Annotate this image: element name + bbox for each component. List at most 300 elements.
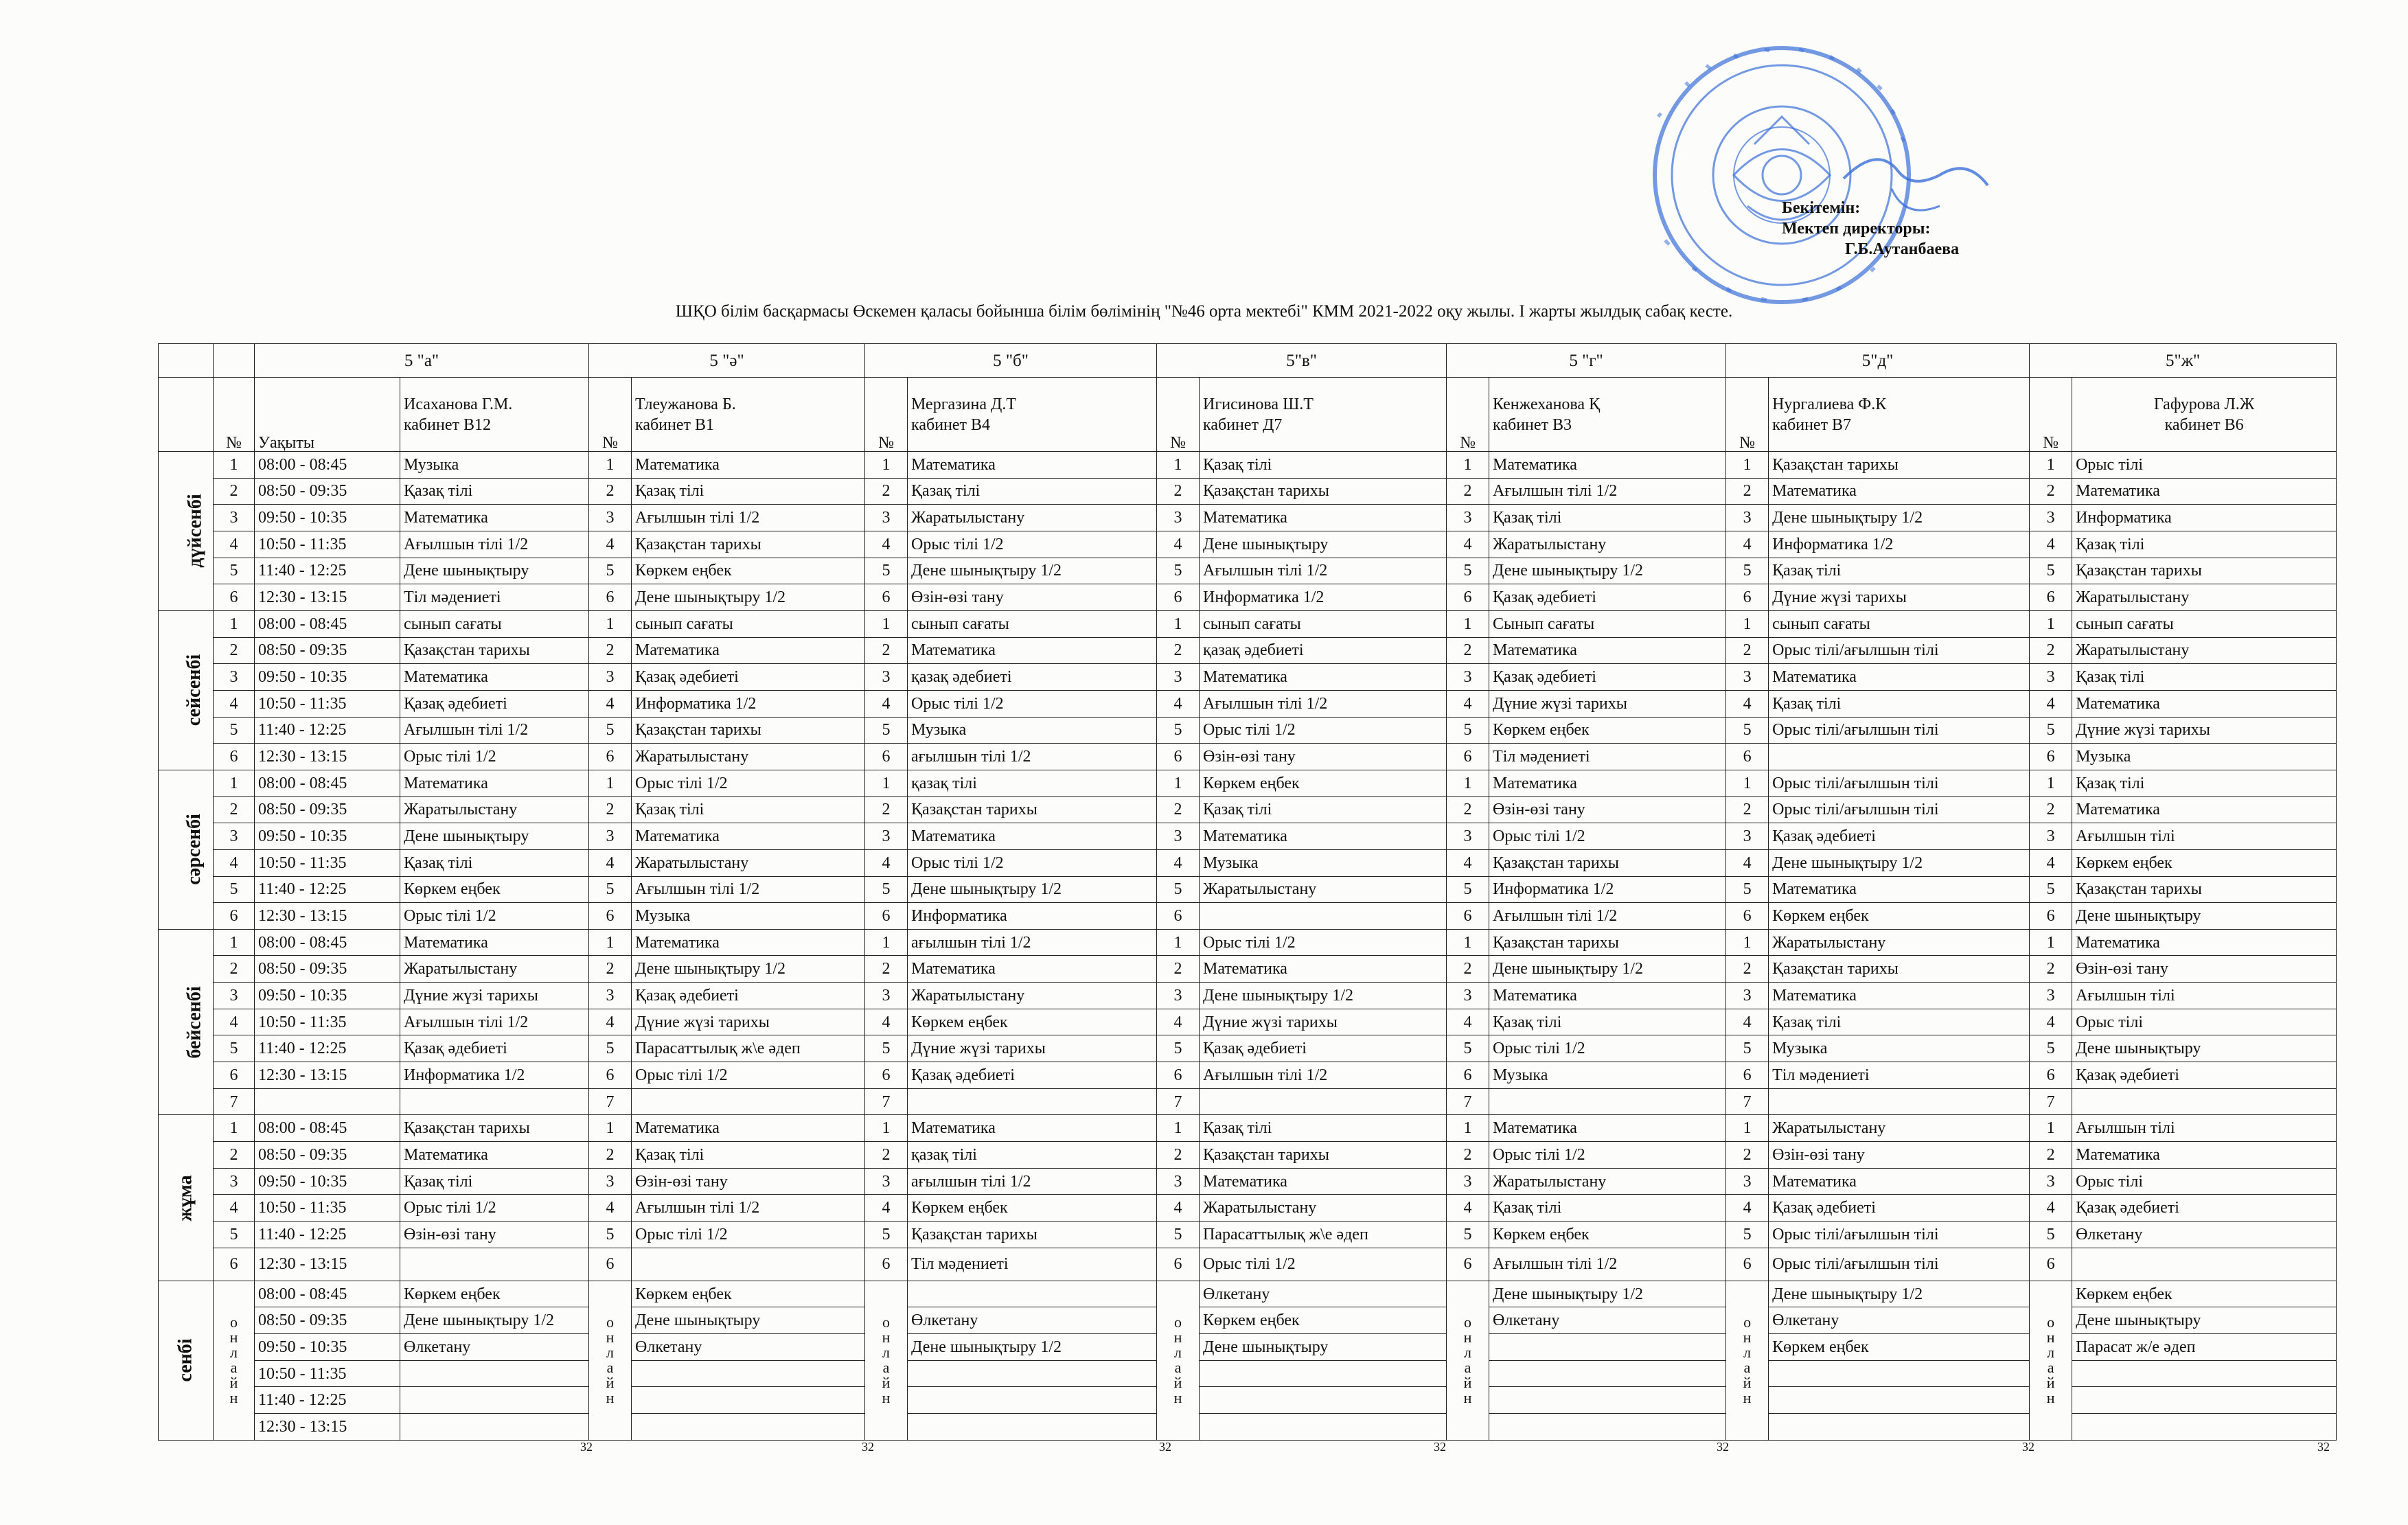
- day-name: дүйсенбі: [184, 494, 206, 569]
- table-row: [159, 1115, 2337, 1142]
- subject-cell: Қазақстан тарихы: [632, 531, 865, 558]
- lesson-number: 6: [1726, 584, 1769, 611]
- lesson-number: 2: [2030, 956, 2072, 983]
- subject-cell: Тіл мәдениеті: [1769, 1062, 2030, 1089]
- lesson-number: 4: [1447, 1009, 1489, 1035]
- online-letter: а: [1743, 1359, 1751, 1377]
- lesson-number: 7: [2030, 1088, 2072, 1115]
- subject-cell: Көркем еңбек: [400, 876, 589, 903]
- online-letter: й: [1173, 1374, 1182, 1392]
- lesson-number: 1: [865, 452, 908, 479]
- subject-cell: Дене шынықтыру 1/2: [1489, 956, 1726, 983]
- lesson-number: 5: [214, 558, 255, 584]
- subject-cell: [908, 1088, 1157, 1115]
- lesson-number: 5: [865, 876, 908, 903]
- approval-block: [1782, 198, 1959, 260]
- table-row: [159, 876, 2337, 903]
- online-letter: й: [606, 1374, 615, 1392]
- subject-cell: Парасаттылық ж\е әдеп: [632, 1035, 865, 1062]
- lesson-number: 5: [589, 1222, 632, 1248]
- lesson-number: 6: [2030, 584, 2072, 611]
- subject-cell: Қазақстан тарихы: [2072, 558, 2337, 584]
- lesson-number: 1: [589, 929, 632, 956]
- lesson-number: 4: [214, 1009, 255, 1035]
- subject-cell: Қазақ тілі: [1200, 452, 1447, 479]
- subject-cell: Математика: [1200, 505, 1447, 531]
- subject-cell: Тіл мәдениеті: [908, 1248, 1157, 1281]
- subject-cell: Жаратылыстану: [2072, 584, 2337, 611]
- lesson-number: 3: [589, 664, 632, 691]
- subject-cell: Қазақ тілі: [400, 1168, 589, 1195]
- lesson-number: 2: [865, 637, 908, 664]
- approval-line-2: Мектеп директоры:: [1782, 220, 1931, 238]
- subject-cell: Математика: [1489, 983, 1726, 1009]
- table-row: [159, 1062, 2337, 1089]
- approval-director-name: Г.Б.Аутанбаева: [1845, 240, 1960, 258]
- lesson-number: 1: [2030, 452, 2072, 479]
- subject-cell: Дене шынықтыру 1/2: [1769, 1281, 2030, 1307]
- lesson-number: 7: [1726, 1088, 1769, 1115]
- subject-cell: [1200, 1387, 1447, 1414]
- subject-cell: Ағылшын тілі 1/2: [1489, 1248, 1726, 1281]
- class-5zh: 5"ж": [2030, 344, 2337, 378]
- subject-cell: Жаратылыстану: [1769, 929, 2030, 956]
- lesson-number: 5: [1726, 1222, 1769, 1248]
- online-label: [589, 1281, 632, 1440]
- subject-cell: [2072, 1387, 2337, 1414]
- subject-cell: Дене шынықтыру 1/2: [1489, 1281, 1726, 1307]
- teacher-header-row: [159, 378, 2337, 452]
- lesson-time: 09:50 - 10:35: [255, 664, 400, 691]
- lesson-number: 4: [589, 1009, 632, 1035]
- subject-cell: Көркем еңбек: [2072, 1281, 2337, 1307]
- lesson-number: 2: [1157, 637, 1200, 664]
- table-row: [159, 1281, 2337, 1307]
- num-header: №: [1447, 378, 1489, 452]
- lesson-time: 12:30 - 13:15: [255, 1414, 400, 1441]
- teacher-name: Кенжеханова Қ: [1493, 395, 1601, 413]
- cabinet-label: кабинет В4: [911, 415, 991, 434]
- subject-cell: Қазақ әдебиеті: [2072, 1062, 2337, 1089]
- lesson-number: 3: [2030, 823, 2072, 850]
- online-letter: н: [606, 1329, 615, 1346]
- subject-cell: Дүние жүзі тарихы: [400, 983, 589, 1009]
- lesson-number: 6: [865, 584, 908, 611]
- subject-cell: Өлкетану: [400, 1334, 589, 1361]
- online-letter: н: [229, 1389, 238, 1407]
- subject-cell: сынып сағаты: [632, 610, 865, 637]
- subject-cell: Жаратылыстану: [1200, 876, 1447, 903]
- day-label: [159, 452, 214, 611]
- lesson-number: 6: [1726, 744, 1769, 770]
- lesson-number: 3: [589, 505, 632, 531]
- lesson-number: 5: [1726, 1035, 1769, 1062]
- lesson-number: 4: [1157, 690, 1200, 717]
- lesson-number: 2: [589, 1142, 632, 1169]
- table-row: [159, 505, 2337, 531]
- online-label: [865, 1281, 908, 1440]
- teacher-header: [400, 378, 589, 452]
- lesson-number: 3: [2030, 1168, 2072, 1195]
- cabinet-label: кабинет В12: [404, 415, 491, 434]
- online-letter: о: [1743, 1314, 1752, 1331]
- subject-cell: Қазақ тілі: [1769, 1009, 2030, 1035]
- lesson-number: 6: [1157, 1062, 1200, 1089]
- table-row: [159, 1222, 2337, 1248]
- subject-cell: Математика: [908, 1115, 1157, 1142]
- table-row: [159, 478, 2337, 505]
- subject-cell: ағылшын тілі 1/2: [908, 929, 1157, 956]
- table-row: [159, 584, 2337, 611]
- lesson-number: 3: [1157, 823, 1200, 850]
- subject-cell: Орыс тілі 1/2: [908, 690, 1157, 717]
- lesson-number: 6: [1726, 903, 1769, 930]
- lesson-number: 4: [1447, 849, 1489, 876]
- subject-cell: ағылшын тілі 1/2: [908, 1168, 1157, 1195]
- lesson-number: 6: [214, 1062, 255, 1089]
- online-letter: а: [2047, 1359, 2054, 1377]
- lesson-number: 4: [214, 531, 255, 558]
- subject-cell: Қазақ тілі: [400, 478, 589, 505]
- lesson-number: 4: [1726, 849, 1769, 876]
- subject-cell: Қазақ әдебиеті: [400, 1035, 589, 1062]
- online-letter: й: [2046, 1374, 2055, 1392]
- teacher-header: [1769, 378, 2030, 452]
- table-row: [159, 531, 2337, 558]
- lesson-number: 5: [589, 876, 632, 903]
- lesson-number: 6: [214, 1248, 255, 1281]
- lesson-number: 4: [1157, 531, 1200, 558]
- subject-cell: сынып сағаты: [1769, 610, 2030, 637]
- day-name: жұма: [174, 1174, 196, 1222]
- subject-cell: Музыка: [2072, 744, 2337, 770]
- table-row: [159, 452, 2337, 479]
- subject-cell: Математика: [632, 637, 865, 664]
- lesson-time: 08:00 - 08:45: [255, 929, 400, 956]
- lesson-number: 1: [589, 1115, 632, 1142]
- table-row: [159, 637, 2337, 664]
- class-5ae: 5 "ә": [589, 344, 865, 378]
- subject-cell: [908, 1387, 1157, 1414]
- table-row: [159, 1088, 2337, 1115]
- lesson-time: 08:00 - 08:45: [255, 1115, 400, 1142]
- subject-cell: Орыс тілі 1/2: [1200, 717, 1447, 744]
- subject-cell: Қазақ әдебиеті: [632, 664, 865, 691]
- subject-cell: Ағылшын тілі 1/2: [1200, 558, 1447, 584]
- subject-cell: [1489, 1088, 1726, 1115]
- cabinet-label: кабинет В1: [635, 415, 715, 434]
- lesson-number: 6: [2030, 744, 2072, 770]
- num-header: №: [865, 378, 908, 452]
- subject-cell: [632, 1387, 865, 1414]
- lesson-number: 1: [1447, 610, 1489, 637]
- subject-cell: Информатика 1/2: [1200, 584, 1447, 611]
- subject-cell: Дүние жүзі тарихы: [1200, 1009, 1447, 1035]
- subject-cell: Ағылшын тілі: [2072, 823, 2337, 850]
- teacher-header: [2072, 378, 2337, 452]
- subject-cell: Математика: [2072, 796, 2337, 823]
- table-row: [159, 610, 2337, 637]
- approval-line-1: Бекітемін:: [1782, 199, 1861, 217]
- lesson-number: 3: [1447, 823, 1489, 850]
- subject-cell: Ағылшын тілі 1/2: [1200, 1062, 1447, 1089]
- lesson-number: 3: [2030, 664, 2072, 691]
- online-letter: н: [882, 1329, 891, 1346]
- subject-cell: Математика: [1489, 1115, 1726, 1142]
- subject-cell: Жаратылыстану: [1489, 531, 1726, 558]
- lesson-number: 4: [589, 690, 632, 717]
- subject-cell: Информатика: [908, 903, 1157, 930]
- table-row: [159, 1168, 2337, 1195]
- subject-cell: Жаратылыстану: [1489, 1168, 1726, 1195]
- subject-cell: Ағылшын тілі 1/2: [632, 1195, 865, 1222]
- day-name: сенбі: [174, 1338, 196, 1382]
- lesson-number: 5: [1157, 1035, 1200, 1062]
- subject-cell: Өзін-өзі тану: [1200, 744, 1447, 770]
- subject-cell: Қазақ тілі: [2072, 770, 2337, 796]
- day-label: [159, 770, 214, 929]
- subject-cell: Дене шынықтыру 1/2: [908, 1334, 1157, 1361]
- footer-page-number: 32: [580, 1440, 593, 1454]
- online-letter: н: [1463, 1329, 1472, 1346]
- subject-cell: Математика: [400, 664, 589, 691]
- subject-cell: [2072, 1088, 2337, 1115]
- lesson-number: 1: [1447, 770, 1489, 796]
- class-header-row: [159, 344, 2337, 378]
- footer-page-number: 32: [1717, 1440, 1729, 1454]
- lesson-number: 1: [1726, 929, 1769, 956]
- table-row: [159, 849, 2337, 876]
- lesson-time: 10:50 - 11:35: [255, 1195, 400, 1222]
- lesson-number: 3: [2030, 983, 2072, 1009]
- subject-cell: Информатика: [2072, 505, 2337, 531]
- num-header: №: [214, 378, 255, 452]
- lesson-number: 5: [2030, 876, 2072, 903]
- lesson-number: 3: [214, 983, 255, 1009]
- subject-cell: Дене шынықтыру: [400, 558, 589, 584]
- subject-cell: Қазақстан тарихы: [1769, 452, 2030, 479]
- lesson-number: 6: [2030, 903, 2072, 930]
- subject-cell: Музыка: [908, 717, 1157, 744]
- table-row: [159, 983, 2337, 1009]
- lesson-number: 3: [865, 505, 908, 531]
- lesson-number: 5: [2030, 1035, 2072, 1062]
- subject-cell: Өзін-өзі тану: [1769, 1142, 2030, 1169]
- lesson-number: 1: [1726, 452, 1769, 479]
- lesson-number: 4: [1447, 531, 1489, 558]
- lesson-time: 08:00 - 08:45: [255, 770, 400, 796]
- subject-cell: Қазақстан тарихы: [908, 796, 1157, 823]
- subject-cell: Математика: [2072, 478, 2337, 505]
- lesson-number: 2: [214, 956, 255, 983]
- subject-cell: Дене шынықтыру 1/2: [1769, 849, 2030, 876]
- subject-cell: Қазақ тілі: [1489, 1195, 1726, 1222]
- lesson-time: 10:50 - 11:35: [255, 1360, 400, 1387]
- subject-cell: Орыс тілі 1/2: [1489, 823, 1726, 850]
- day-label: [159, 1115, 214, 1281]
- lesson-number: 5: [589, 1035, 632, 1062]
- online-letter: л: [1174, 1344, 1182, 1362]
- subject-cell: Математика: [2072, 690, 2337, 717]
- lesson-time: 12:30 - 13:15: [255, 903, 400, 930]
- teacher-name: Мергазина Д.Т: [911, 395, 1017, 413]
- official-seal-stamp: [1617, 41, 2002, 309]
- subject-cell: Қазақ тілі: [1489, 1009, 1726, 1035]
- subject-cell: Жаратылыстану: [2072, 637, 2337, 664]
- lesson-number: 4: [2030, 690, 2072, 717]
- lesson-number: 2: [865, 796, 908, 823]
- subject-cell: Дүние жүзі тарихы: [632, 1009, 865, 1035]
- subject-cell: Математика: [1769, 1168, 2030, 1195]
- lesson-number: 2: [1447, 478, 1489, 505]
- subject-cell: Қазақ тілі: [908, 478, 1157, 505]
- subject-cell: Математика: [1200, 823, 1447, 850]
- lesson-time: 10:50 - 11:35: [255, 531, 400, 558]
- lesson-number: 2: [1157, 796, 1200, 823]
- subject-cell: Орыс тілі/ағылшын тілі: [1769, 796, 2030, 823]
- subject-cell: Музыка: [1769, 1035, 2030, 1062]
- lesson-number: 3: [1447, 983, 1489, 1009]
- subject-cell: [1200, 903, 1447, 930]
- lesson-number: 2: [589, 637, 632, 664]
- lesson-time: 11:40 - 12:25: [255, 1035, 400, 1062]
- subject-cell: ағылшын тілі 1/2: [908, 744, 1157, 770]
- subject-cell: Математика: [2072, 1142, 2337, 1169]
- subject-cell: [632, 1248, 865, 1281]
- lesson-number: 4: [589, 1195, 632, 1222]
- subject-cell: Көркем еңбек: [400, 1281, 589, 1307]
- table-row: [159, 1035, 2337, 1062]
- subject-cell: Дене шынықтыру: [400, 823, 589, 850]
- subject-cell: Математика: [1769, 983, 2030, 1009]
- lesson-number: 4: [2030, 531, 2072, 558]
- subject-cell: [1200, 1414, 1447, 1441]
- subject-cell: Қазақстан тарихы: [400, 637, 589, 664]
- time-header: Уақыты: [255, 378, 400, 452]
- lesson-number: 4: [865, 531, 908, 558]
- subject-cell: Орыс тілі: [2072, 1009, 2337, 1035]
- online-letter: а: [1174, 1359, 1182, 1377]
- subject-cell: Математика: [632, 1115, 865, 1142]
- lesson-number: 2: [1157, 1142, 1200, 1169]
- lesson-number: 6: [214, 584, 255, 611]
- lesson-number: 1: [214, 1115, 255, 1142]
- lesson-number: 7: [589, 1088, 632, 1115]
- subject-cell: Музыка: [400, 452, 589, 479]
- subject-cell: Орыс тілі 1/2: [400, 1195, 589, 1222]
- day-label: [159, 610, 214, 770]
- lesson-number: 5: [1726, 876, 1769, 903]
- subject-cell: Қазақ әдебиеті: [400, 690, 589, 717]
- lesson-time: 10:50 - 11:35: [255, 849, 400, 876]
- online-letter: л: [1464, 1344, 1472, 1362]
- lesson-number: 5: [1157, 717, 1200, 744]
- subject-cell: Математика: [1489, 637, 1726, 664]
- lesson-time: 09:50 - 10:35: [255, 983, 400, 1009]
- lesson-number: 4: [865, 690, 908, 717]
- subject-cell: Жаратылыстану: [400, 956, 589, 983]
- lesson-time: 08:50 - 09:35: [255, 796, 400, 823]
- lesson-number: 4: [2030, 1009, 2072, 1035]
- subject-cell: Орыс тілі 1/2: [400, 744, 589, 770]
- lesson-number: 4: [1157, 1195, 1200, 1222]
- lesson-number: 6: [1157, 584, 1200, 611]
- lesson-number: 1: [865, 929, 908, 956]
- subject-cell: Орыс тілі 1/2: [400, 903, 589, 930]
- subject-cell: Ағылшын тілі 1/2: [1489, 903, 1726, 930]
- lesson-number: 3: [214, 664, 255, 691]
- subject-cell: Дене шынықтыру 1/2: [400, 1307, 589, 1334]
- subject-cell: Дене шынықтыру 1/2: [1489, 558, 1726, 584]
- lesson-number: 6: [1726, 1248, 1769, 1281]
- day-name: сәрсенбі: [183, 814, 205, 886]
- lesson-number: 2: [589, 796, 632, 823]
- footer-page-number: 32: [2022, 1440, 2034, 1454]
- subject-cell: Орыс тілі/ағылшын тілі: [1769, 1248, 2030, 1281]
- lesson-number: 6: [2030, 1062, 2072, 1089]
- lesson-time: 08:00 - 08:45: [255, 452, 400, 479]
- subject-cell: Ағылшын тілі: [2072, 1115, 2337, 1142]
- lesson-number: 2: [1726, 956, 1769, 983]
- subject-cell: [2072, 1360, 2337, 1387]
- lesson-number: 6: [214, 903, 255, 930]
- subject-cell: Математика: [1489, 770, 1726, 796]
- lesson-number: 7: [865, 1088, 908, 1115]
- subject-cell: Қазақ әдебиеті: [2072, 1195, 2337, 1222]
- subject-cell: Жаратылыстану: [908, 505, 1157, 531]
- table-row: [159, 956, 2337, 983]
- subject-cell: Дүние жүзі тарихы: [908, 1035, 1157, 1062]
- subject-cell: Өзін-өзі тану: [908, 584, 1157, 611]
- lesson-number: 6: [1726, 1062, 1769, 1089]
- lesson-number: 6: [589, 584, 632, 611]
- lesson-number: 3: [1157, 1168, 1200, 1195]
- lesson-number: 2: [214, 796, 255, 823]
- subject-cell: Ағылшын тілі 1/2: [632, 876, 865, 903]
- subject-cell: Қазақ тілі: [2072, 664, 2337, 691]
- subject-cell: қазақ әдебиеті: [1200, 637, 1447, 664]
- lesson-number: 5: [865, 558, 908, 584]
- subject-cell: Дене шынықтыру 1/2: [632, 956, 865, 983]
- subject-cell: қазақ тілі: [908, 770, 1157, 796]
- subject-cell: [632, 1088, 865, 1115]
- lesson-number: 3: [1447, 664, 1489, 691]
- table-row: [159, 929, 2337, 956]
- table-row: [159, 558, 2337, 584]
- lesson-number: 4: [1157, 849, 1200, 876]
- lesson-number: 6: [865, 903, 908, 930]
- subject-cell: Көркем еңбек: [1200, 770, 1447, 796]
- lesson-number: 5: [1726, 717, 1769, 744]
- num-header: №: [589, 378, 632, 452]
- online-letter: л: [882, 1344, 891, 1362]
- online-label: [2030, 1281, 2072, 1440]
- lesson-number: 3: [589, 983, 632, 1009]
- subject-cell: Қазақ тілі: [1489, 505, 1726, 531]
- online-letter: н: [1743, 1389, 1752, 1407]
- online-label: [1726, 1281, 1769, 1440]
- online-letter: й: [229, 1374, 238, 1392]
- lesson-number: 5: [2030, 558, 2072, 584]
- schedule-table: [158, 343, 2337, 1441]
- subject-cell: сынып сағаты: [2072, 610, 2337, 637]
- subject-cell: Дүние жүзі тарихы: [2072, 717, 2337, 744]
- teacher-name: Игисинова Ш.Т: [1203, 395, 1314, 413]
- table-row: [159, 1414, 2337, 1441]
- online-letter: н: [1173, 1329, 1182, 1346]
- online-letter: л: [2047, 1344, 2055, 1362]
- subject-cell: Орыс тілі/ағылшын тілі: [1769, 1222, 2030, 1248]
